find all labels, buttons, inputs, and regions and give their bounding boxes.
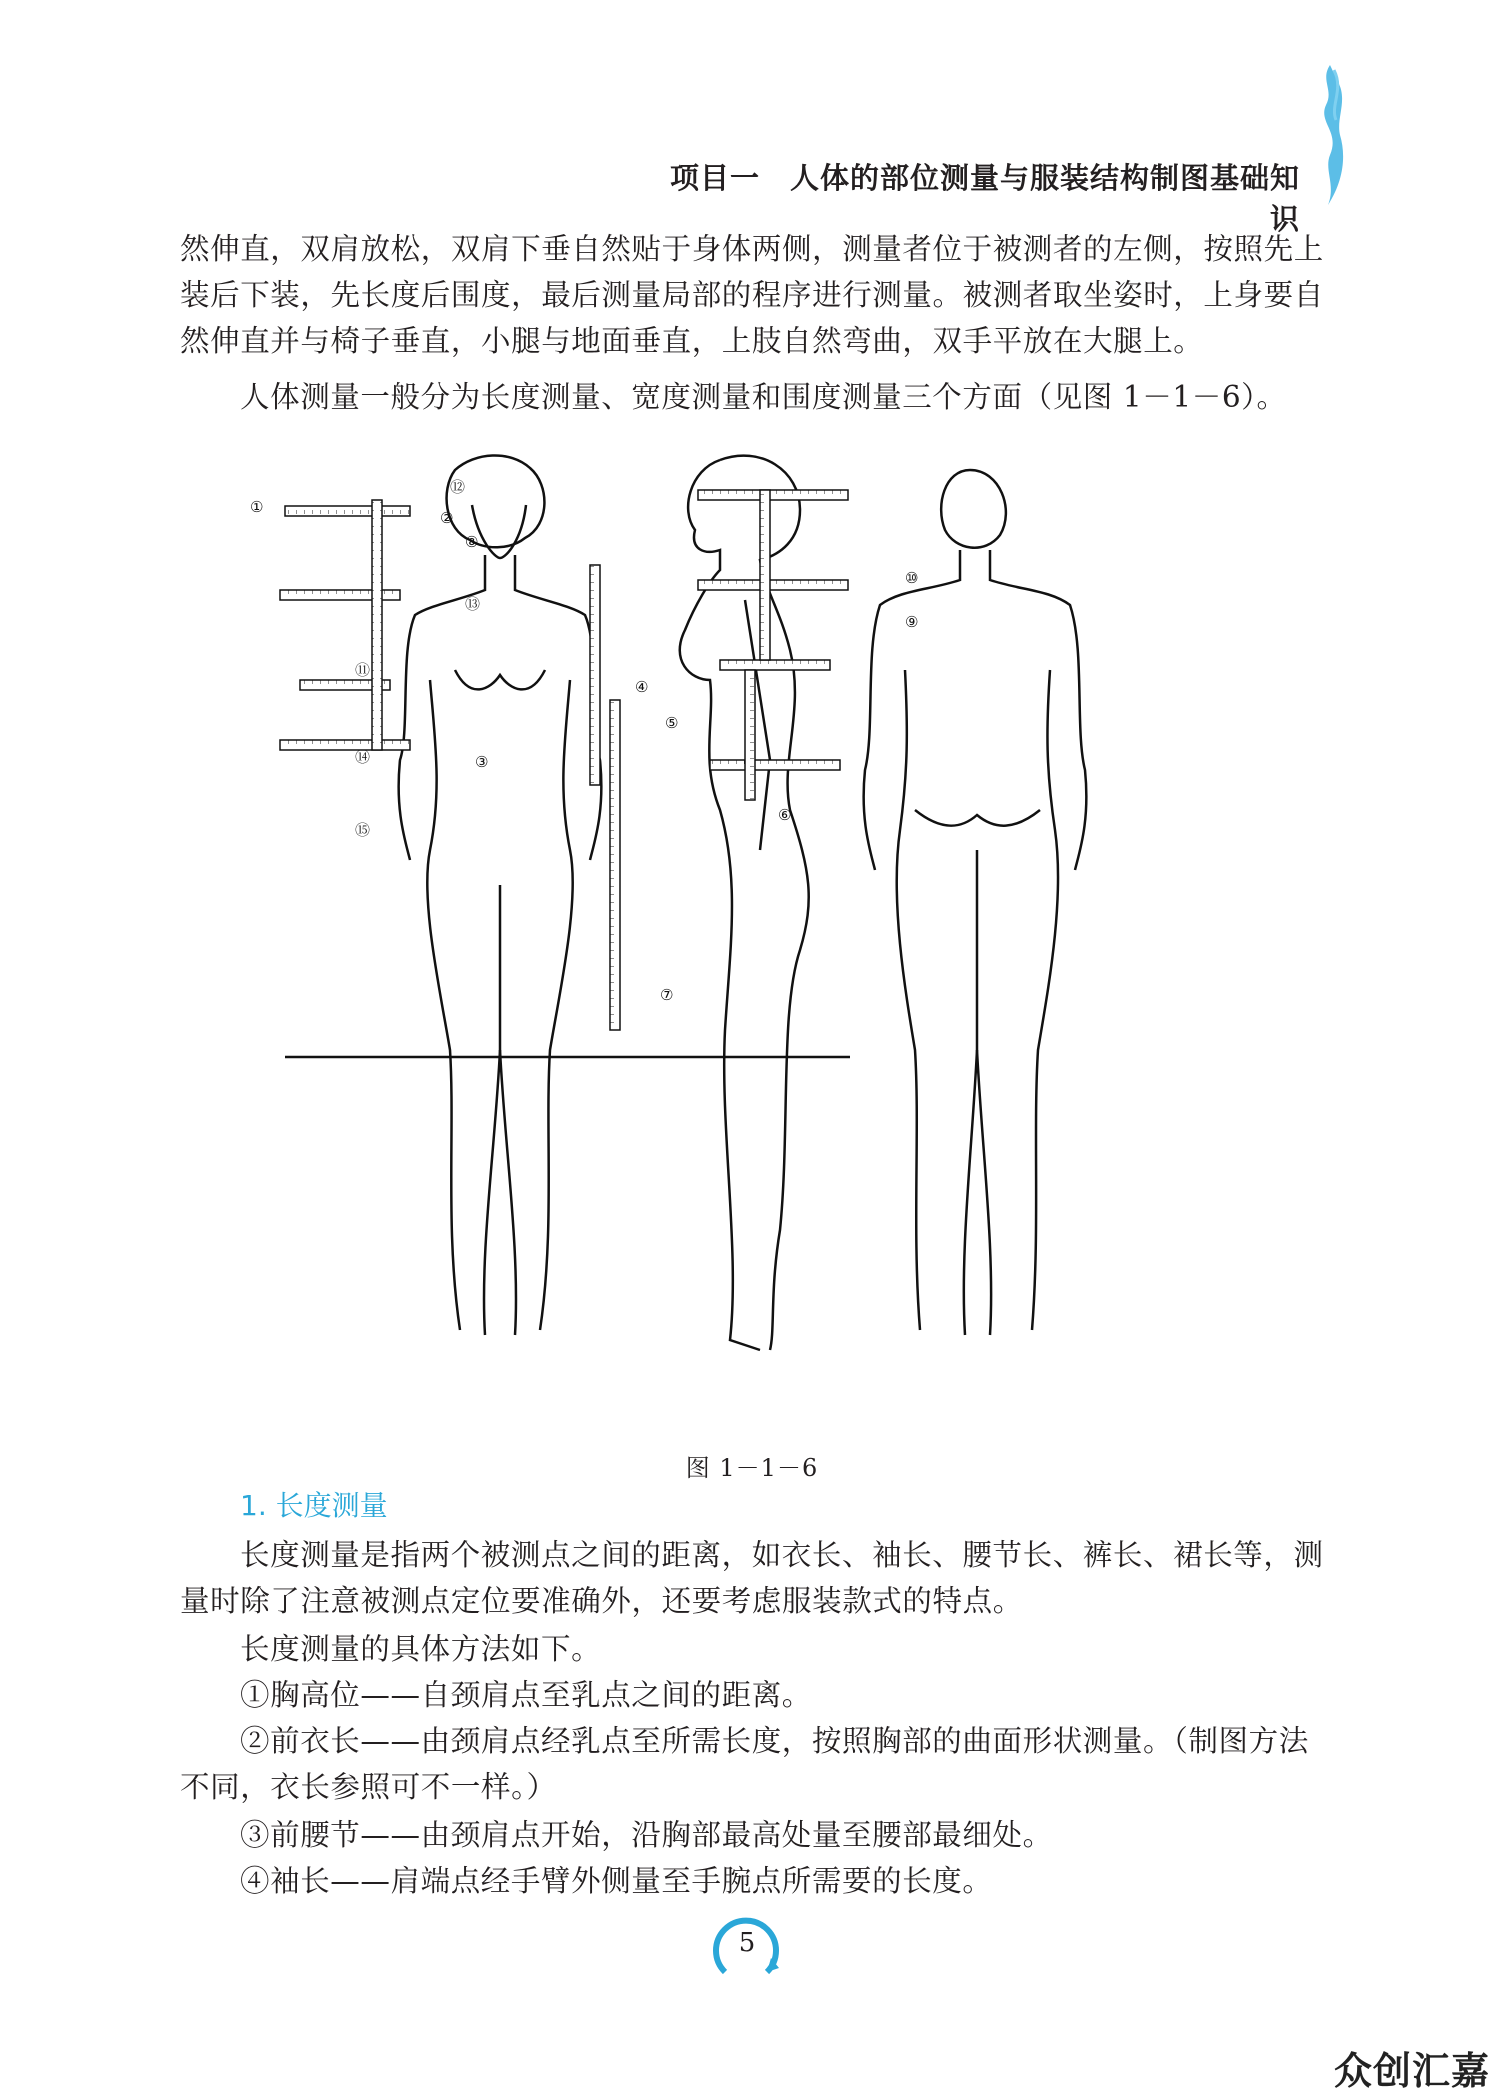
section-paragraph-2: 长度测量的具体方法如下。 (240, 1632, 602, 1666)
label-3: ③ (475, 753, 489, 771)
label-14: ⑭ (355, 748, 371, 766)
section-heading: 1. 长度测量 (240, 1489, 388, 1522)
front-figure (399, 455, 602, 1335)
section-paragraph-1: 长度测量是指两个被测点之间的距离，如衣长、袖长、腰节长、裤长、裙长等，测量时除了注意被测点定位要准确外，还要考虑服装款式的特点。 (180, 1538, 1324, 1618)
section-paragraph-6: ④袖长——肩端点经手臂外侧量至手腕点所需要的长度。 (240, 1864, 993, 1898)
label-8: ⑧ (465, 533, 479, 551)
running-header: 项目一 人体的部位测量与服装结构制图基础知识 (669, 161, 1300, 236)
label-1: ① (250, 498, 264, 516)
back-figure (864, 470, 1087, 1335)
label-12: ⑫ (450, 478, 466, 496)
section-paragraph-3: ①胸高位——自颈肩点至乳点之间的距离。 (240, 1678, 812, 1712)
page-number-badge (705, 1910, 789, 1994)
watermark: 众创汇嘉 (1333, 2049, 1490, 2093)
label-9: ⑨ (905, 613, 919, 631)
body-measurement-figure (250, 430, 1160, 1430)
label-2: ② (440, 509, 454, 527)
section-paragraph-5: ③前腰节——由颈肩点开始，沿胸部最高处量至腰部最细处。 (240, 1818, 1053, 1852)
overview-paragraph: 人体测量一般分为长度测量、宽度测量和围度测量三个方面（见图 1－1－6）。 (240, 380, 1287, 414)
label-11: ⑪ (355, 661, 371, 679)
label-6: ⑥ (778, 806, 792, 824)
figure-silhouette-decoration (1300, 60, 1360, 210)
figure-caption: 图 1－1－6 (685, 1454, 819, 1482)
label-7: ⑦ (660, 986, 674, 1004)
label-10: ⑩ (905, 569, 919, 587)
label-13: ⑬ (465, 595, 481, 613)
label-5: ⑤ (665, 714, 679, 732)
label-15: ⑮ (355, 821, 371, 839)
page-number: 5 (738, 1928, 756, 1958)
intro-paragraph: 然伸直，双肩放松，双肩下垂自然贴于身体两侧，测量者位于被测者的左侧，按照先上装后下装，先长度后围度，最后测量局部的程序进行测量。被测者取坐姿时，上身要自然伸直并与椅子垂直，小腿与地面垂直，上肢自然弯曲，双手平放在大腿上。 (180, 232, 1324, 358)
section-paragraph-4: ②前衣长——由颈肩点经乳点至所需长度，按照胸部的曲面形状测量。（制图方法不同，衣长参照可不一样。） (180, 1724, 1309, 1804)
label-4: ④ (635, 678, 649, 696)
